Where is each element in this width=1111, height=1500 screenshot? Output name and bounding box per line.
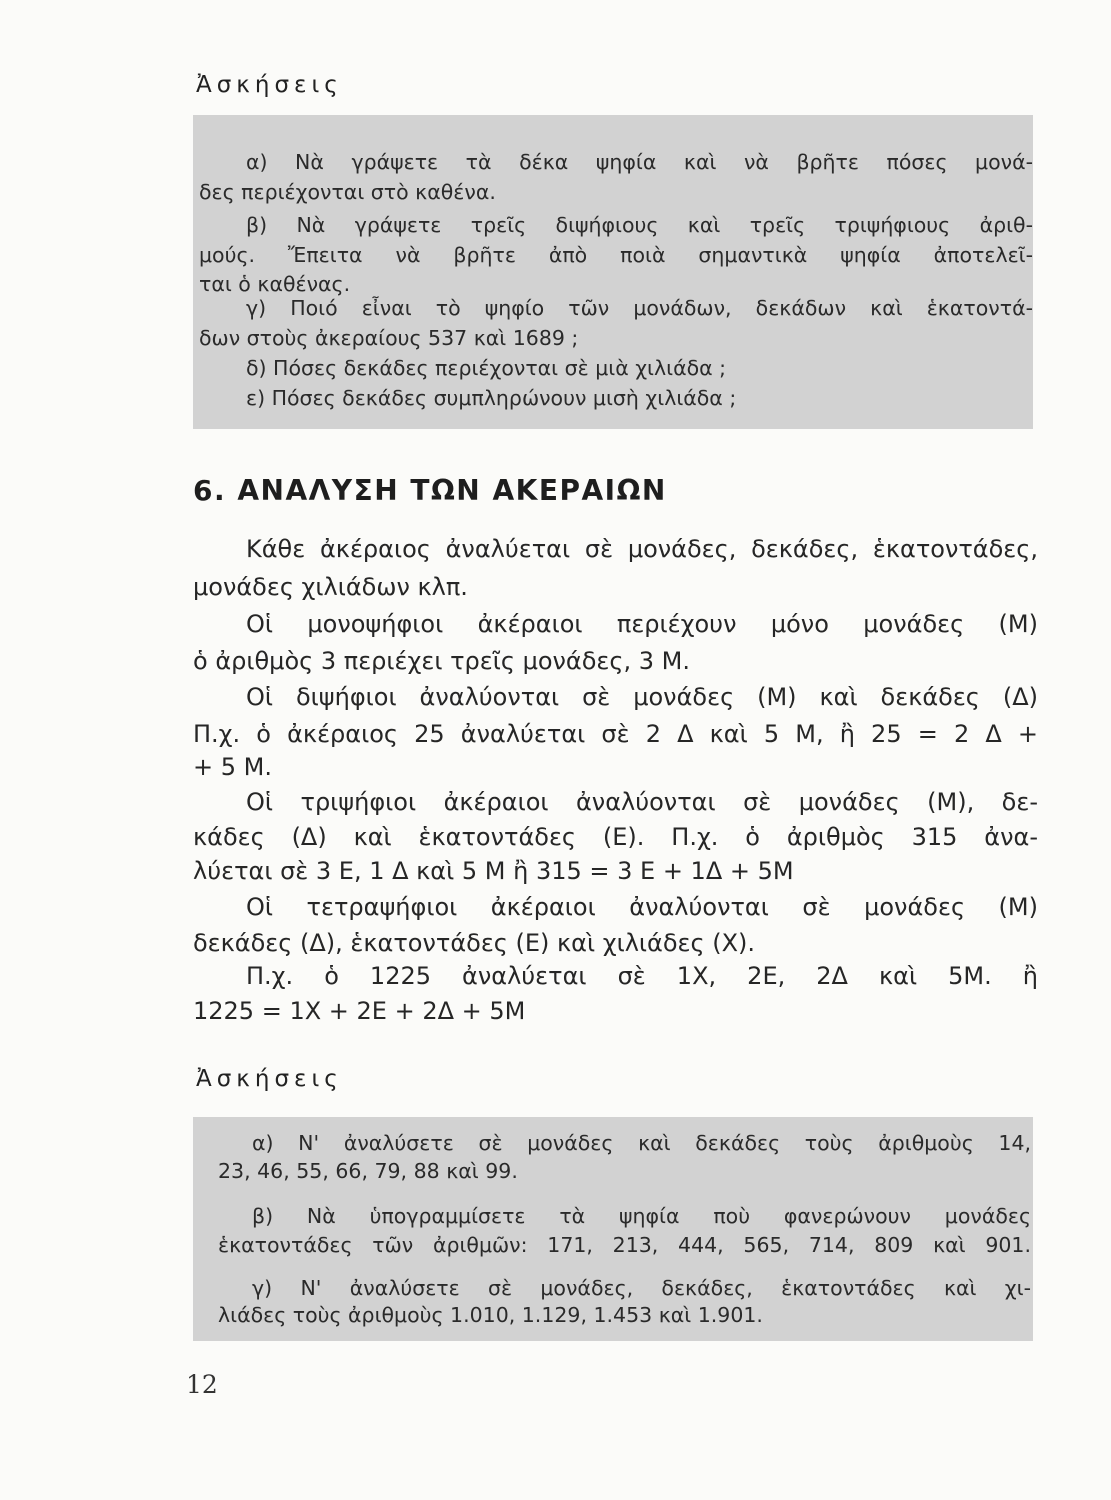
body-line: Οἱ διψήφιοι ἀναλύονται σὲ μονάδες (Μ) καὶ δεκάδες (Δ) — [246, 683, 1038, 711]
exercise-line: γ) Ποιό εἶναι τὸ ψηφίο τῶν μονάδων, δεκάδων καὶ ἑκατοντά- — [246, 296, 1033, 320]
body-line: λύεται σὲ 3 Ε, 1 Δ καὶ 5 Μ ἢ 315 = 3 Ε + 1Δ + 5Μ — [193, 857, 794, 885]
body-line: μονάδες χιλιάδων κλπ. — [193, 573, 468, 601]
body-line: Οἱ μονοψήφιοι ἀκέραιοι περιέχουν μόνο μονάδες (Μ) — [246, 610, 1038, 638]
exercises-heading-bottom: Ἀσκήσεις — [196, 1066, 343, 1092]
exercise-line: μούς. Ἔπειτα νὰ βρῆτε ἀπὸ ποιὰ σημαντικὰ ψηφία ἀποτελεῖ- — [199, 243, 1033, 267]
body-line: ὁ ἀριθμὸς 3 περιέχει τρεῖς μονάδες, 3 Μ. — [193, 647, 690, 675]
exercise-line: ε) Πόσες δεκάδες συμπληρώνουν μισὴ χιλιάδα ; — [246, 386, 737, 410]
exercise-line: δ) Πόσες δεκάδες περιέχονται σὲ μιὰ χιλιάδα ; — [246, 356, 727, 380]
exercise-line: λιάδες τοὺς ἀριθμοὺς 1.010, 1.129, 1.453 καὶ 1.901. — [218, 1303, 763, 1327]
page-number: 12 — [186, 1370, 218, 1399]
exercise-line: ται ὁ καθένας. — [199, 272, 351, 296]
exercise-line: α) Νὰ γράψετε τὰ δέκα ψηφία καὶ νὰ βρῆτε πόσες μονά- — [246, 150, 1033, 174]
body-line: Π.χ. ὁ ἀκέραιος 25 ἀναλύεται σὲ 2 Δ καὶ 5 Μ, ἢ 25 = 2 Δ + — [193, 720, 1038, 748]
exercise-line: β) Νὰ γράψετε τρεῖς διψήφιους καὶ τρεῖς τριψήφιους ἀριθ- — [246, 213, 1033, 237]
exercise-line: β) Νὰ ὑπογραμμίσετε τὰ ψηφία ποὺ φανερώνουν μονάδες — [252, 1204, 1031, 1228]
exercises-box-top — [193, 115, 1033, 429]
body-line: δεκάδες (Δ), ἑκατοντάδες (Ε) καὶ χιλιάδες (Χ). — [193, 929, 756, 957]
exercise-line: δες περιέχονται στὸ καθένα. — [199, 180, 496, 204]
section-title: 6. ΑΝΑΛΥΣΗ ΤΩΝ ΑΚΕΡΑΙΩΝ — [193, 474, 667, 507]
body-line: + 5 Μ. — [193, 753, 272, 781]
body-line: 1225 = 1Χ + 2Ε + 2Δ + 5Μ — [193, 997, 526, 1025]
body-line: Κάθε ἀκέραιος ἀναλύεται σὲ μονάδες, δεκάδες, ἑκατοντάδες, — [246, 535, 1038, 563]
exercise-line: ἑκατοντάδες τῶν ἀριθμῶν: 171, 213, 444, 565, 714, 809 καὶ 901. — [218, 1233, 1031, 1257]
exercise-line: 23, 46, 55, 66, 79, 88 καὶ 99. — [218, 1159, 518, 1183]
exercise-line: δων στοὺς ἀκεραίους 537 καὶ 1689 ; — [199, 326, 579, 350]
exercise-line: α) Ν' ἀναλύσετε σὲ μονάδες καὶ δεκάδες τοὺς ἀριθμοὺς 14, — [252, 1131, 1031, 1155]
body-line: Οἱ τριψήφιοι ἀκέραιοι ἀναλύονται σὲ μονάδες (Μ), δε- — [246, 788, 1038, 816]
exercises-box-bottom — [193, 1117, 1033, 1341]
body-line: Οἱ τετραψήφιοι ἀκέραιοι ἀναλύονται σὲ μονάδες (Μ) — [246, 893, 1038, 921]
body-line: Π.χ. ὁ 1225 ἀναλύεται σὲ 1Χ, 2Ε, 2Δ καὶ 5Μ. ἢ — [246, 962, 1038, 990]
body-line: κάδες (Δ) καὶ ἑκατοντάδες (Ε). Π.χ. ὁ ἀριθμὸς 315 ἀνα- — [193, 823, 1038, 851]
exercises-heading-top: Ἀσκήσεις — [196, 72, 343, 98]
exercise-line: γ) Ν' ἀναλύσετε σὲ μονάδες, δεκάδες, ἑκατοντάδες καὶ χι- — [252, 1276, 1031, 1300]
